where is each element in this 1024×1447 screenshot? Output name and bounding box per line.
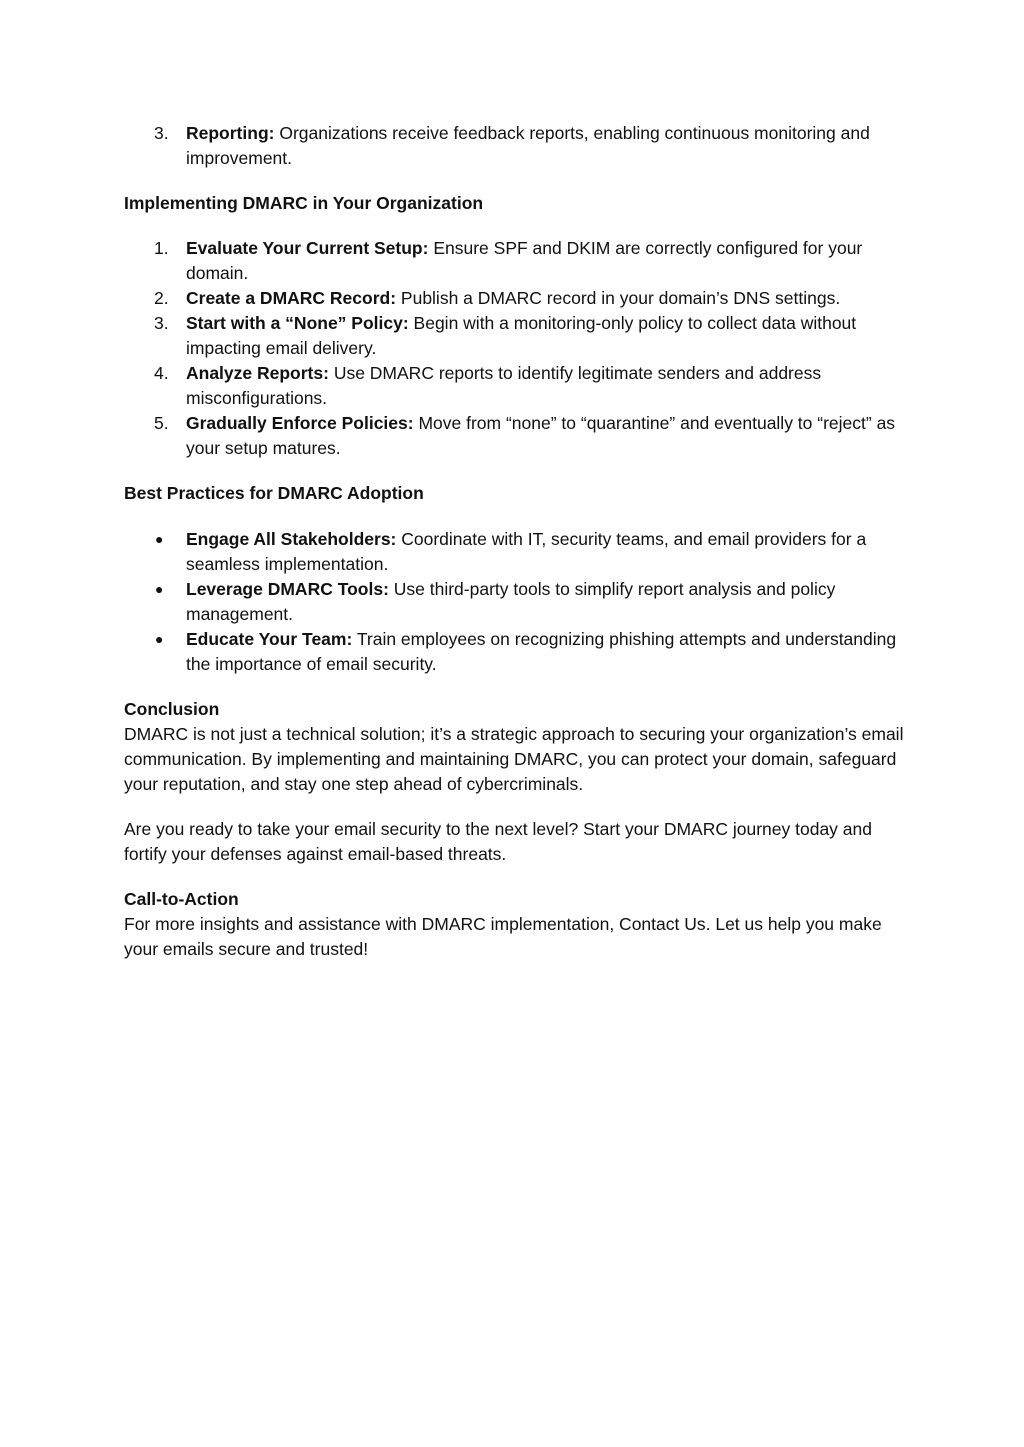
- item-text: Ensure SPF and DKIM are correctly configured for your domain.: [186, 238, 863, 283]
- list-number: 2.: [154, 288, 169, 308]
- list-item: [124, 361, 904, 411]
- item-text: Use DMARC reports to identify legitimate senders and address misconfigurations.: [186, 363, 822, 408]
- list-number: 5.: [154, 413, 169, 433]
- item-text: Coordinate with IT, security teams, and email providers for a seamless implementation.: [186, 529, 867, 574]
- top-numbered-list: [124, 121, 904, 171]
- conclusion-call-paragraph: Are you ready to take your email security to the next level? Start your DMARC journey today and fortify your defenses against email-based threats.: [124, 819, 872, 864]
- bullet-icon: ●: [155, 581, 164, 597]
- item-term: Create a DMARC Record:: [186, 288, 397, 308]
- list-number: 3.: [154, 313, 169, 333]
- section-heading-cta: Call-to-Action: [124, 889, 239, 909]
- list-item: [124, 527, 904, 577]
- bullet-icon: ●: [155, 631, 164, 647]
- conclusion-paragraph: DMARC is not just a technical solution; it’s a strategic approach to securing your organization’s email communication. By implementing and maintaining DMARC, you can protect your domain, safeguard your reputation, and stay one step ahead of cybercriminals.: [124, 724, 904, 794]
- section-heading-implementing: Implementing DMARC in Your Organization: [124, 193, 484, 213]
- document-page: [124, 121, 904, 962]
- implementing-steps-list: [124, 236, 904, 461]
- item-term: Analyze Reports:: [186, 363, 329, 383]
- item-text: Begin with a monitoring-only policy to collect data without impacting email delivery.: [186, 313, 857, 358]
- item-term: Leverage DMARC Tools:: [186, 579, 389, 599]
- list-number: 4.: [154, 363, 169, 383]
- list-item: [124, 577, 904, 627]
- bullet-icon: ●: [155, 531, 164, 547]
- item-term: Reporting:: [186, 123, 275, 143]
- cta-paragraph: For more insights and assistance with DMARC implementation, Contact Us. Let us help you make your emails secure and trusted!: [124, 914, 882, 959]
- item-text: Use third-party tools to simplify report analysis and policy management.: [186, 579, 836, 624]
- item-term: Start with a “None” Policy:: [186, 313, 409, 333]
- item-term: Evaluate Your Current Setup:: [186, 238, 429, 258]
- list-item: [124, 627, 904, 677]
- list-item: [124, 411, 904, 461]
- list-item: [124, 311, 904, 361]
- section-heading-conclusion: Conclusion: [124, 699, 220, 719]
- list-number: 1.: [154, 238, 169, 258]
- section-heading-best-practices: Best Practices for DMARC Adoption: [124, 483, 424, 503]
- item-text: Publish a DMARC record in your domain’s DNS settings.: [396, 288, 841, 308]
- item-text: Organizations receive feedback reports, enabling continuous monitoring and improvement.: [186, 123, 870, 168]
- item-text: Move from “none” to “quarantine” and eventually to “reject” as your setup matures.: [186, 413, 896, 458]
- item-term: Educate Your Team:: [186, 629, 353, 649]
- list-item: [124, 286, 904, 311]
- list-number: 3.: [154, 123, 169, 143]
- item-term: Engage All Stakeholders:: [186, 529, 397, 549]
- item-text: Train employees on recognizing phishing attempts and understanding the importance of email security.: [186, 629, 897, 674]
- best-practices-list: [124, 527, 904, 677]
- list-item: [124, 121, 904, 171]
- list-item: [124, 236, 904, 286]
- item-term: Gradually Enforce Policies:: [186, 413, 414, 433]
